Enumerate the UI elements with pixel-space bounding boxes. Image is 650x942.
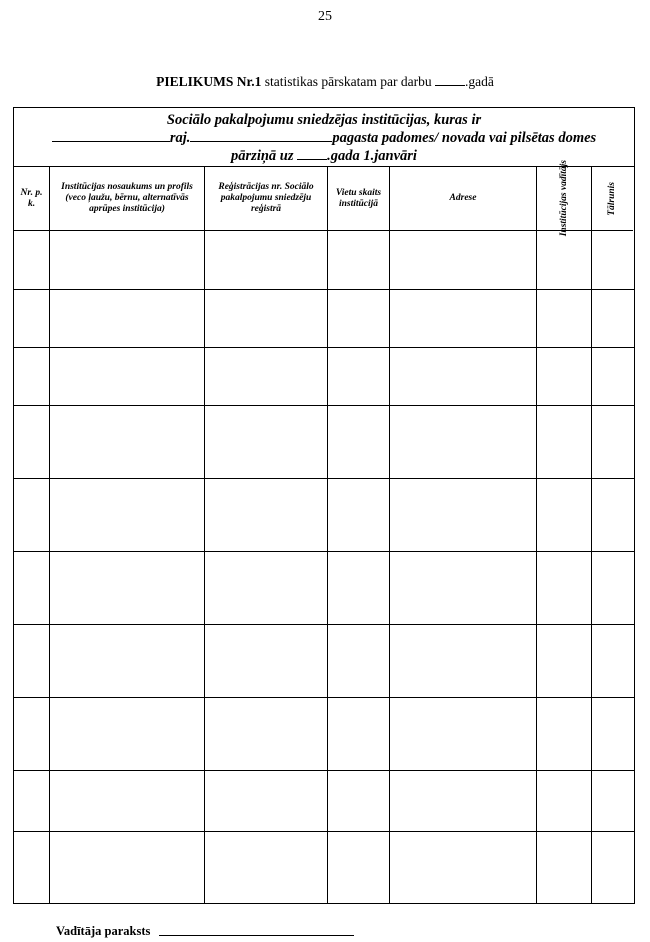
grid-vline-4	[389, 231, 390, 903]
column-header-head-text: Institūcijas vadītājs	[558, 160, 569, 237]
year-blank[interactable]	[435, 74, 465, 86]
table-row	[14, 770, 634, 771]
column-header-head	[537, 160, 592, 237]
district-label: raj.	[169, 130, 191, 146]
column-header-address	[390, 167, 537, 231]
appendix-number: PIELIKUMS Nr.1	[156, 74, 262, 89]
column-header-number-text: Nr. p. k.	[20, 187, 43, 209]
column-header-registration-text: Reģistrācijas nr. Sociālo pakalpojumu sniedzēju reģistrā	[218, 182, 314, 214]
column-header-institution	[50, 167, 205, 231]
parish-blank[interactable]	[190, 129, 332, 142]
column-header-number	[14, 167, 50, 231]
column-header-institution-text: Institūcijas nosaukums un profils (veco ļaužu, bērnu, alternatīvās aprūpes institūcija)	[61, 182, 193, 214]
table-row	[14, 478, 634, 479]
table-title	[14, 108, 634, 167]
appendix-description: statistikas pārskatam par darbu	[264, 74, 432, 89]
date-year-blank[interactable]	[297, 147, 327, 160]
parish-label: pagasta padomes/ novada vai pilsētas domes	[332, 130, 597, 146]
grid-vline-2	[204, 231, 205, 903]
grid-vline-3	[327, 231, 328, 903]
grid-vline-1	[49, 231, 50, 903]
page-number: 25	[318, 9, 332, 24]
grid-vline-5	[536, 231, 537, 903]
grid-vline-6	[591, 231, 592, 903]
date-label: pārziņā uz	[231, 148, 294, 164]
appendix-suffix: .gadā	[464, 74, 494, 89]
column-header-address-text: Adrese	[449, 193, 477, 203]
table-row	[14, 289, 634, 290]
table-row	[14, 831, 634, 832]
table-row	[14, 347, 634, 348]
column-header-places-text: Vietu skaits institūcijā	[335, 187, 382, 209]
district-blank[interactable]	[52, 129, 170, 142]
table-row	[14, 405, 634, 406]
date-suffix: .gada 1.janvāri	[327, 148, 417, 164]
table-row	[14, 697, 634, 698]
table-title-line2	[14, 129, 634, 147]
table-title-line1: Sociālo pakalpojumu sniedzējas institūcijas, kuras ir	[166, 112, 482, 128]
table-row	[14, 551, 634, 552]
signature-label: Vadītāja paraksts	[56, 924, 151, 938]
column-header-places	[328, 167, 390, 231]
column-header-phone	[592, 167, 633, 231]
column-header-phone-text: Tālrunis	[607, 181, 617, 216]
signature-field[interactable]	[159, 935, 354, 936]
institutions-table	[13, 107, 635, 904]
table-title-line3	[14, 147, 634, 165]
appendix-heading	[0, 74, 650, 90]
table-row	[14, 624, 634, 625]
column-header-registration	[205, 167, 328, 231]
